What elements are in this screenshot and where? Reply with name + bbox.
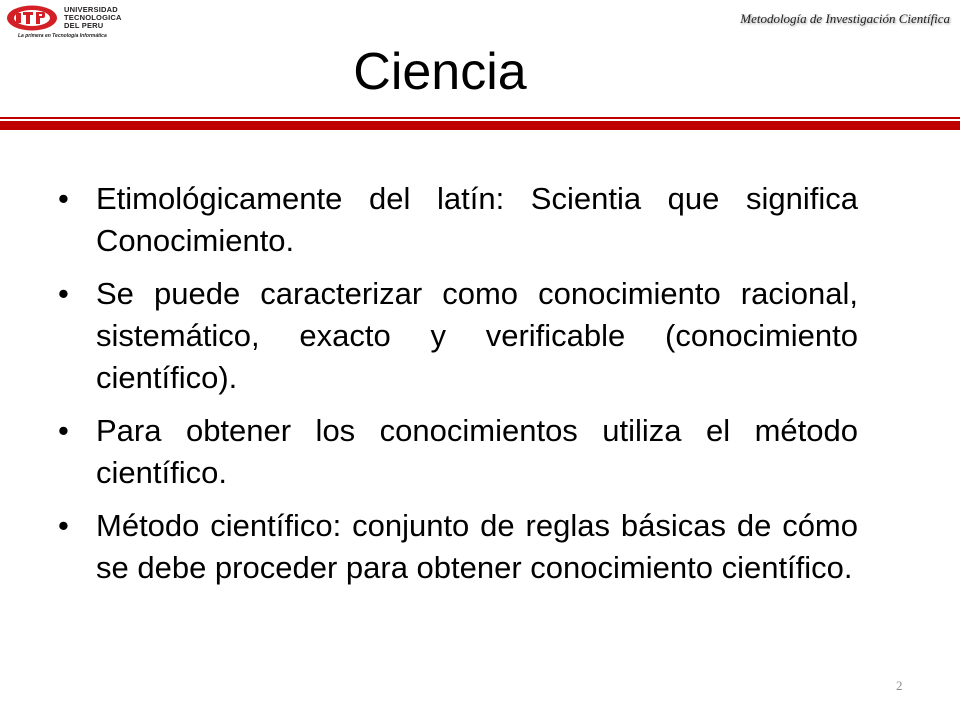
logo-line-1: UNIVERSIDAD [64,5,118,14]
bullet-text: Para obtener los conocimientos utiliza el método científico. [96,413,858,490]
bullet-dot-icon: • [58,508,69,543]
course-title: Metodología de Investigación Científica [740,11,950,26]
bullet-dot-icon: • [58,276,69,311]
utp-emblem-icon [6,4,62,32]
utp-logo [6,4,156,40]
bullet-item [58,273,858,399]
bullet-item [58,178,858,262]
logo-tagline: La primera en Tecnología Informática [18,33,107,39]
bullet-text: Etimológicamente del latín: Scientia que significa Conocimiento. [96,181,858,258]
title-rule-thick [0,121,960,130]
logo-line-2: TECNOLOGICA [64,13,122,22]
bullet-item [58,505,858,589]
logo-line-3: DEL PERU [64,21,104,30]
bullet-list [58,178,858,600]
title-rule-thin [0,117,960,119]
bullet-item [58,410,858,494]
slide-title: Ciencia [353,43,527,101]
bullet-text: Método científico: conjunto de reglas básicas de cómo se debe proceder para obtener conocimiento científico. [96,508,858,585]
bullet-text: Se puede caracterizar como conocimiento racional, sistemático, exacto y verificable (conocimiento científico). [96,276,858,395]
page-number: 2 [896,678,903,693]
bullet-dot-icon: • [58,413,69,448]
bullet-dot-icon: • [58,181,69,216]
